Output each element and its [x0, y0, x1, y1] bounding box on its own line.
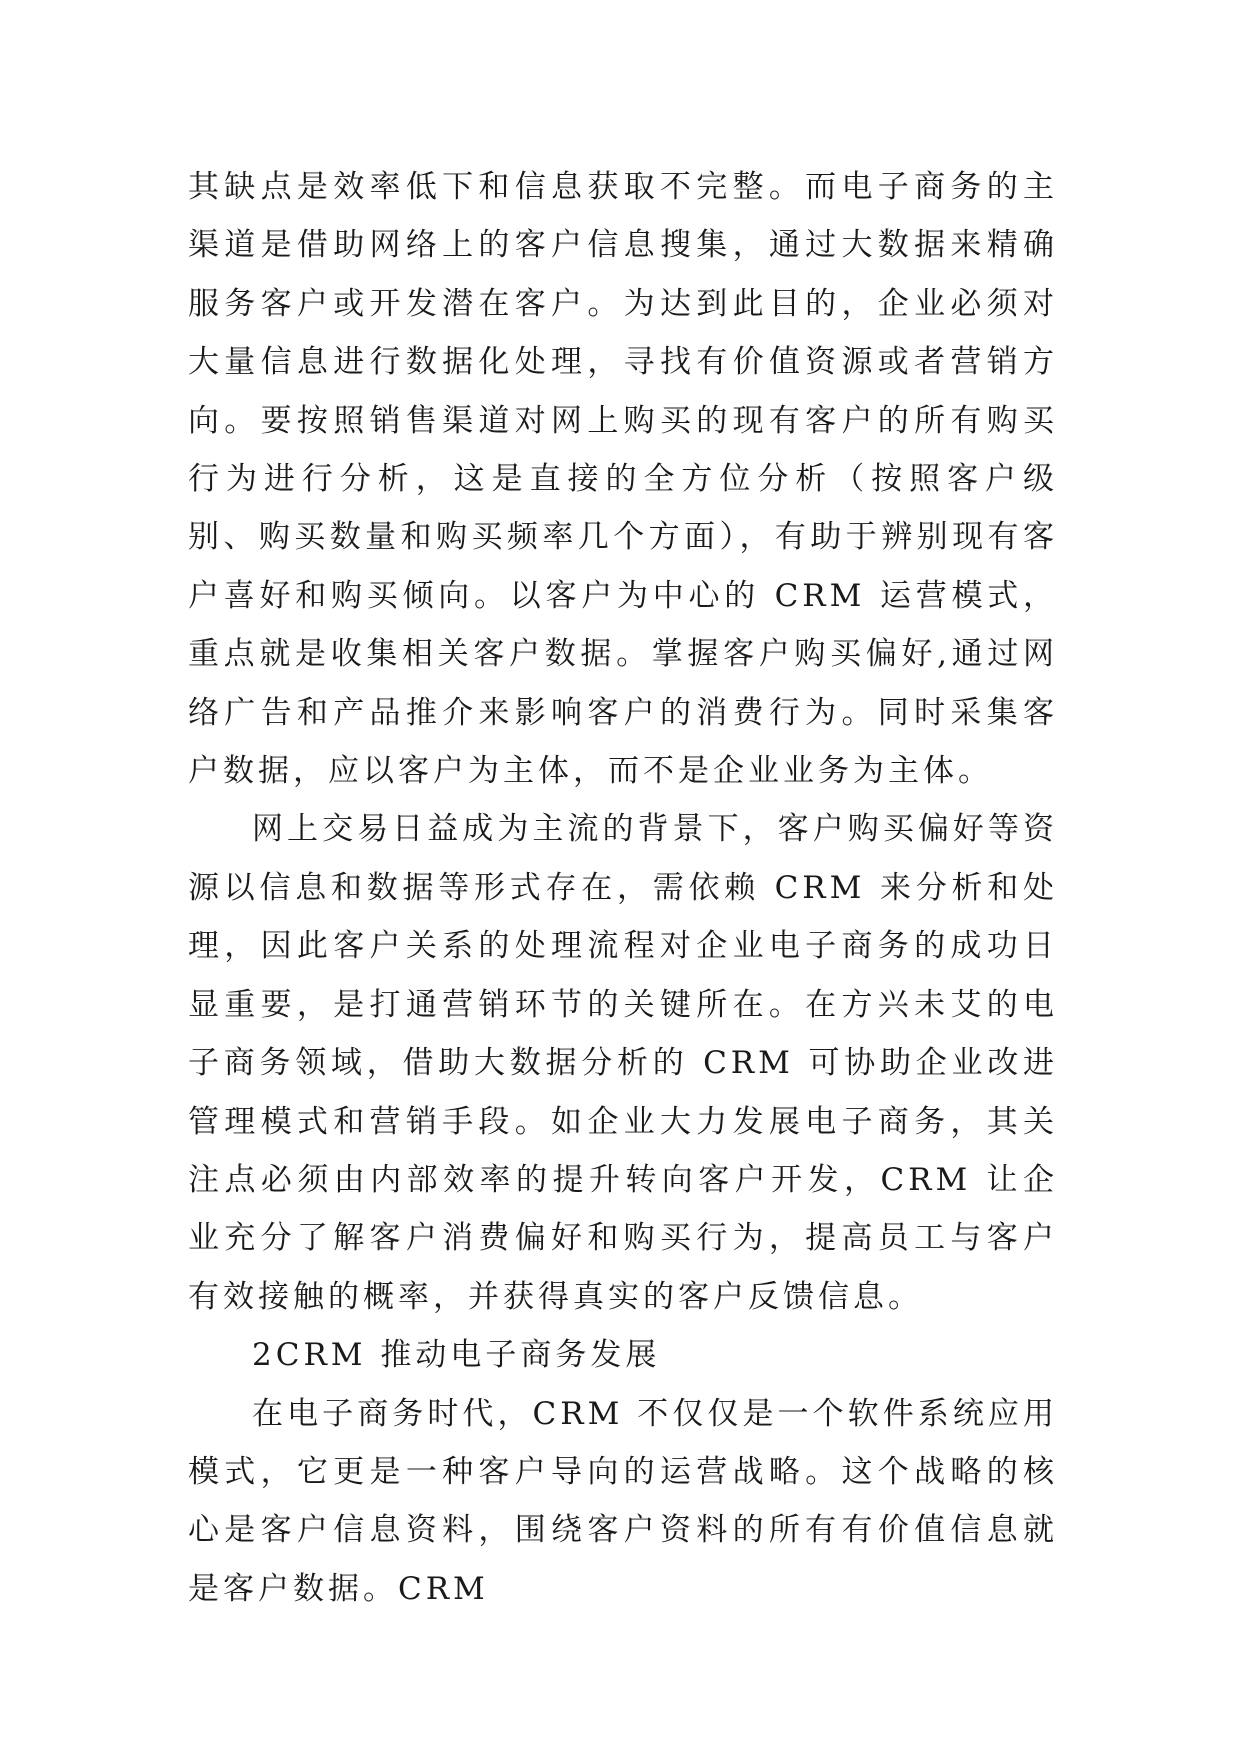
paragraph-continued: 其缺点是效率低下和信息获取不完整。而电子商务的主渠道是借助网络上的客户信息搜集，通过大数据来精确服务客户或开发潜在客户。为达到此目的，企业必须对大量信息进行数据化处理，寻找有价值资源或者营销方向。要按照销售渠道对网上购买的现有客户的所有购买行为进行分析，这是直接的全方位分析（按照客户级别、购买数量和购买频率几个方面），有助于辨别现有客户喜好和购买倾向。以客户为中心的 CRM 运营模式，重点就是收集相关客户数据。掌握客户购买偏好,通过网络广告和产品推介来影响客户的消费行为。同时采集客户数据，应以客户为主体，而不是企业业务为主体。 [188, 169, 1058, 790]
body-text [188, 158, 1058, 1618]
paragraph-online-trading: 网上交易日益成为主流的背景下，客户购买偏好等资源以信息和数据等形式存在，需依赖 CRM 来分析和处理，因此客户关系的处理流程对企业电子商务的成功日显重要，是打通营销环节的关键所在。在方兴未艾的电子商务领域，借助大数据分析的 CRM 可协助企业改进管理模式和营销手段。如企业大力发展电子商务，其关注点必须由内部效率的提升转向客户开发，CRM 让企业充分了解客户消费偏好和购买行为，提高员工与客户有效接触的概率，并获得真实的客户反馈信息。 [188, 811, 1058, 1315]
section-heading: 2CRM 推动电子商务发展 [252, 1337, 661, 1374]
paragraph-ecommerce-era: 在电子商务时代，CRM 不仅仅是一个软件系统应用模式，它更是一种客户导向的运营战略。这个战略的核心是客户信息资料，围绕客户资料的所有有价值信息就是客户数据。CRM [188, 1395, 1058, 1607]
